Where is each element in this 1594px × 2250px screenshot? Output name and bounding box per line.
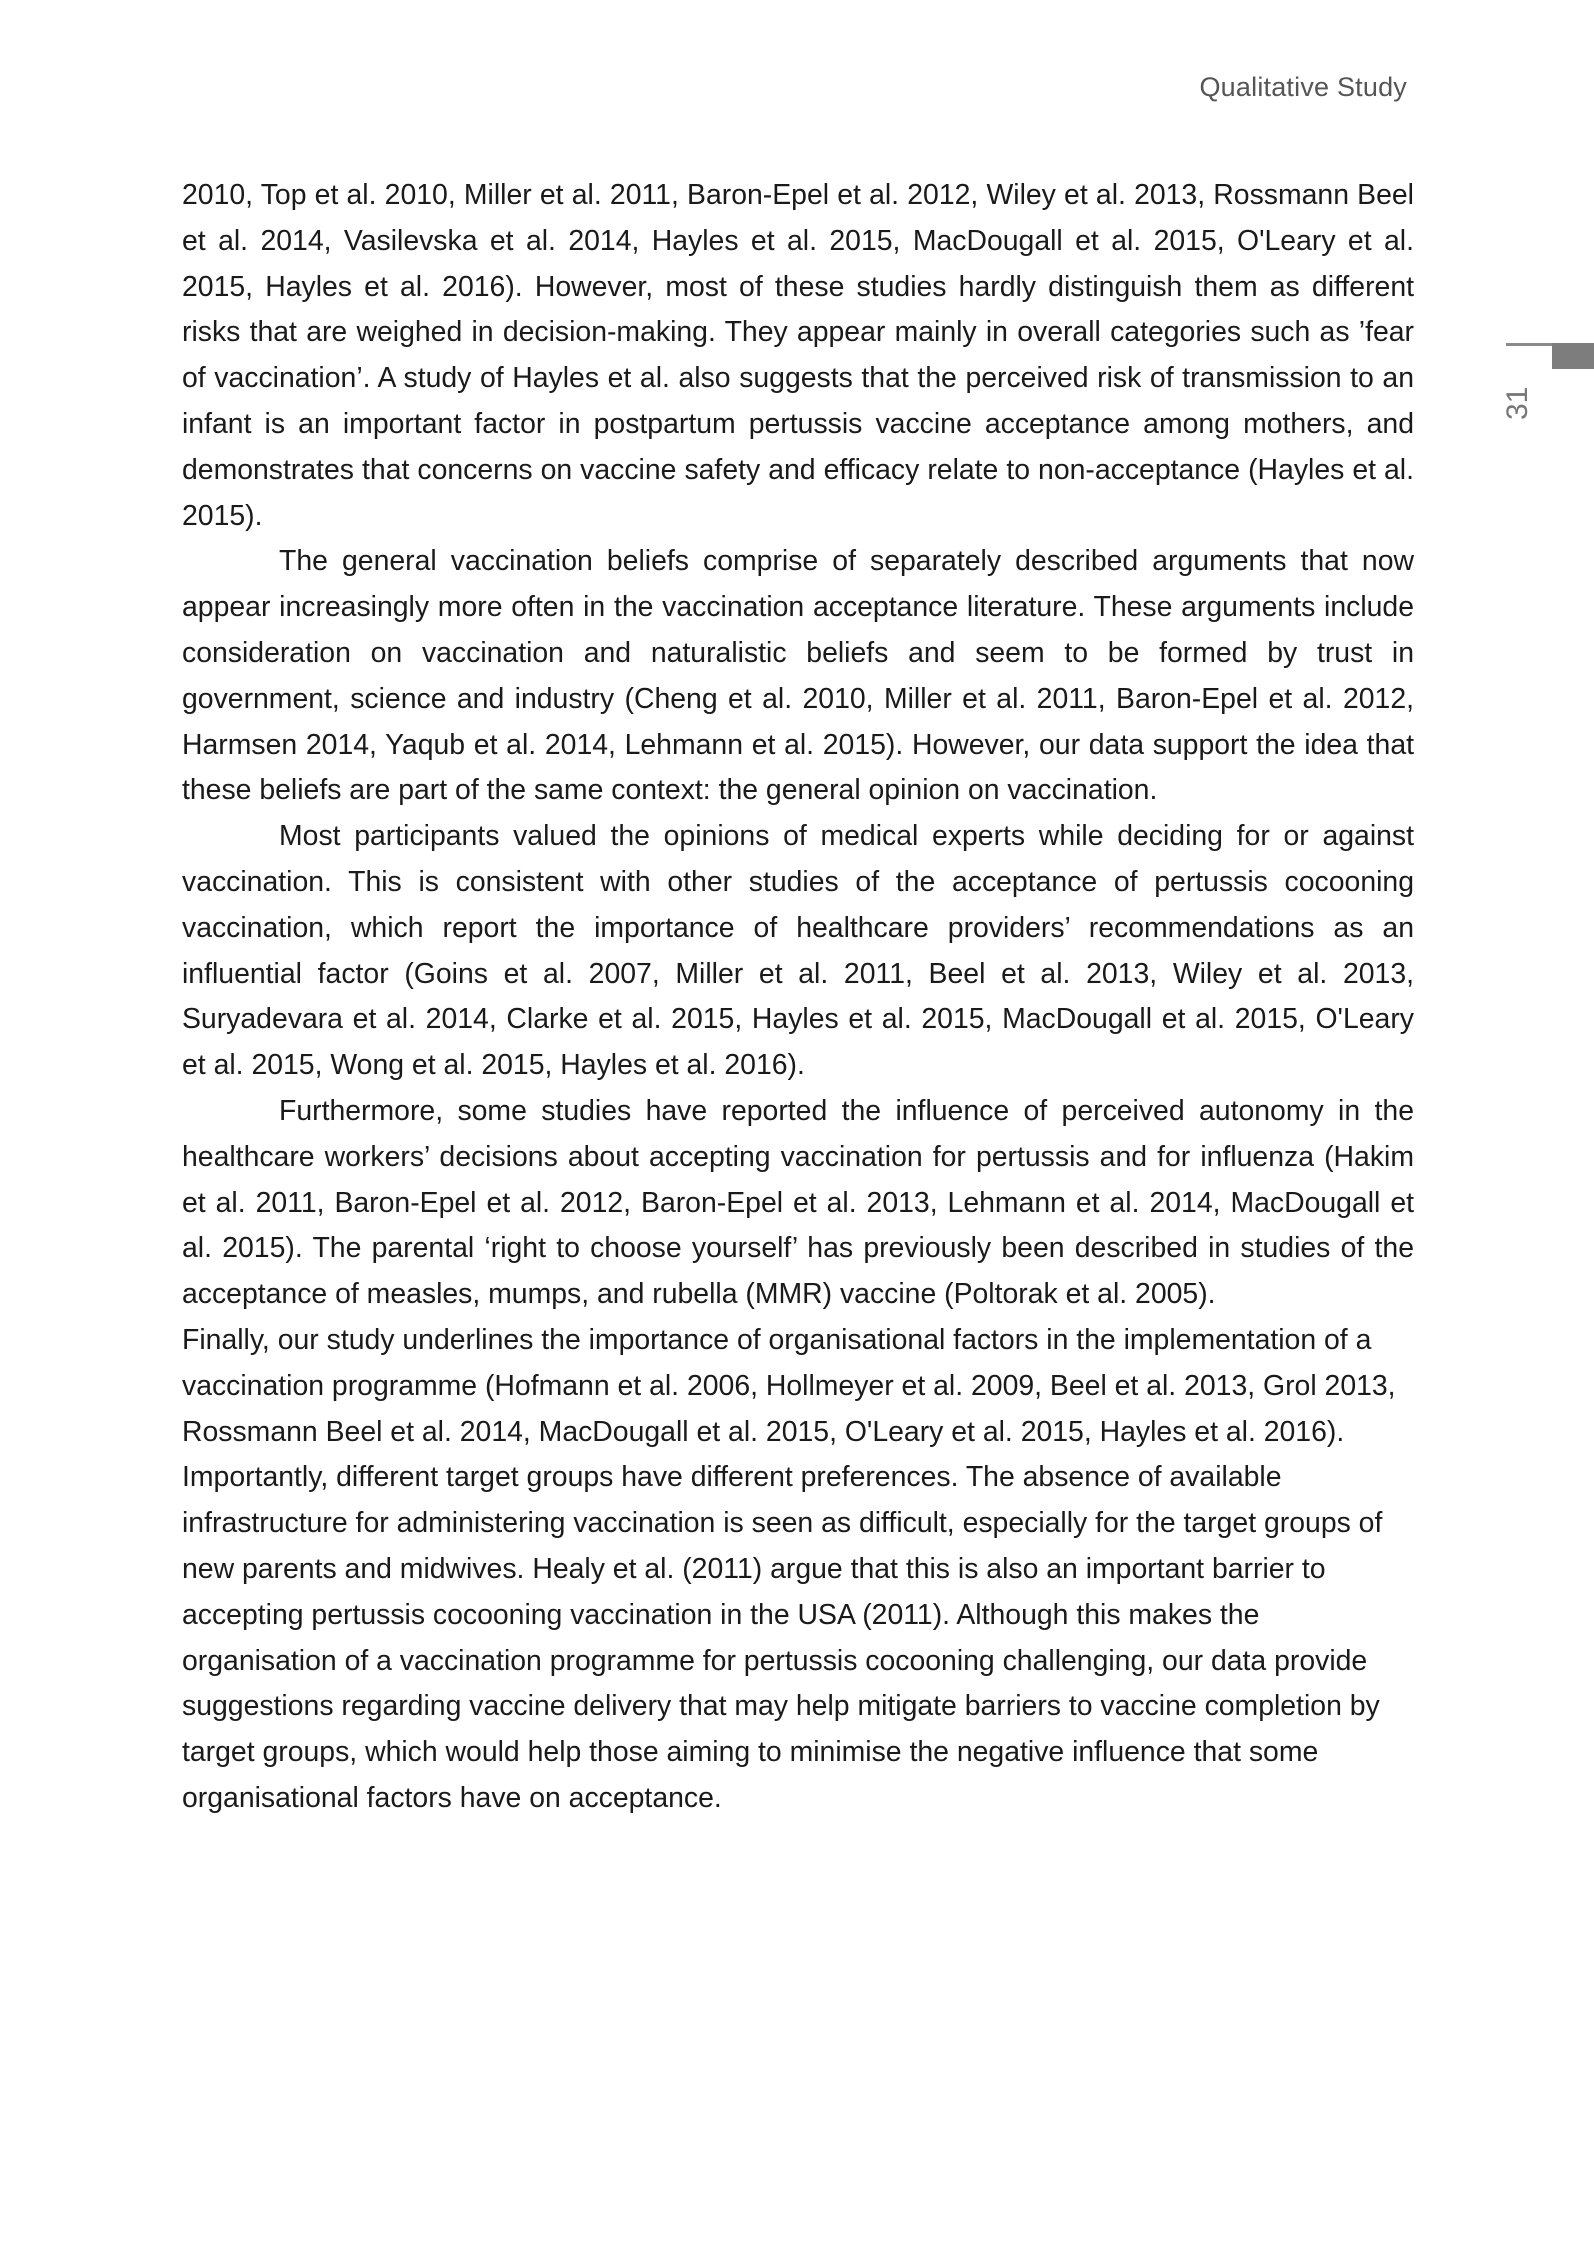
page-edge-marker	[1506, 343, 1594, 369]
paragraph-5: Finally, our study underlines the importance of organisational factors in the implementation of a vaccination programme (Hofmann et al. 2006, Hollmeyer et al. 2009, Beel et al. 2013, Grol 2013, Rossmann Beel et al. 2014, MacDougall et al. 2015, O'Leary et al. 2015, Hayles et al. 2016). Importantly, different target groups have different preferences. The absence of available infrastructure for administering vaccination is seen as difficult, especially for the target groups of new parents and midwives. Healy et al. (2011) argue that this is also an important barrier to accepting pertussis cocooning vaccination in the USA (2011). Although this makes the organisation of a vaccination programme for pertussis cocooning challenging, our data provide suggestions regarding vaccine delivery that may help mitigate barriers to vaccine completion by target groups, which would help those aiming to minimise the negative influence that some organisational factors have on acceptance.	[182, 1323, 1396, 1814]
body-text	[182, 173, 1414, 1822]
paragraph-4: Furthermore, some studies have reported the influence of perceived autonomy in the healthcare workers’ decisions about accepting vaccination for pertussis and for influenza (Hakim et al. 2011, Baron-Epel et al. 2012, Baron-Epel et al. 2013, Lehmann et al. 2014, MacDougall et al. 2015). The parental ‘right to choose yourself’ has previously been described in studies of the acceptance of measles, mumps, and rubella (MMR) vaccine (Poltorak et al. 2005).	[182, 1094, 1414, 1311]
paragraph-2: The general vaccination beliefs comprise of separately described arguments that now appear increasingly more often in the vaccination acceptance literature. These arguments include consideration on vaccination and naturalistic beliefs and seem to be formed by trust in government, science and industry (Cheng et al. 2010, Miller et al. 2011, Baron-Epel et al. 2012, Harmsen 2014, Yaqub et al. 2014, Lehmann et al. 2015). However, our data support the idea that these beliefs are part of the same context: the general opinion on vaccination.	[182, 545, 1414, 807]
paragraph-3: Most participants valued the opinions of medical experts while deciding for or against vaccination. This is consistent with other studies of the acceptance of pertussis cocooning vaccination, which report the importance of healthcare providers’ recommendations as an influential factor (Goins et al. 2007, Miller et al. 2011, Beel et al. 2013, Wiley et al. 2013, Suryadevara et al. 2014, Clarke et al. 2015, Hayles et al. 2015, MacDougall et al. 2015, O'Leary et al. 2015, Wong et al. 2015, Hayles et al. 2016).	[182, 820, 1414, 1082]
page-marker-block	[1552, 343, 1594, 369]
page-marker-tick	[1506, 343, 1554, 346]
paragraph-1: 2010, Top et al. 2010, Miller et al. 2011, Baron-Epel et al. 2012, Wiley et al. 2013, Rossmann Beel et al. 2014, Vasilevska et al. 2014, Hayles et al. 2015, MacDougall et al. 2015, O'Leary et al. 2015, Hayles et al. 2016). However, most of these studies hardly distinguish them as different risks that are weighed in decision-making. They appear mainly in overall categories such as ’fear of vaccination’. A study of Hayles et al. also suggests that the perceived risk of transmission to an infant is an important factor in postpartum pertussis vaccine acceptance among mothers, and demonstrates that concerns on vaccine safety and efficacy relate to non-acceptance (Hayles et al. 2015).	[182, 179, 1414, 532]
running-header-title: Qualitative Study	[1199, 72, 1407, 102]
page-number: 31	[1501, 386, 1534, 420]
